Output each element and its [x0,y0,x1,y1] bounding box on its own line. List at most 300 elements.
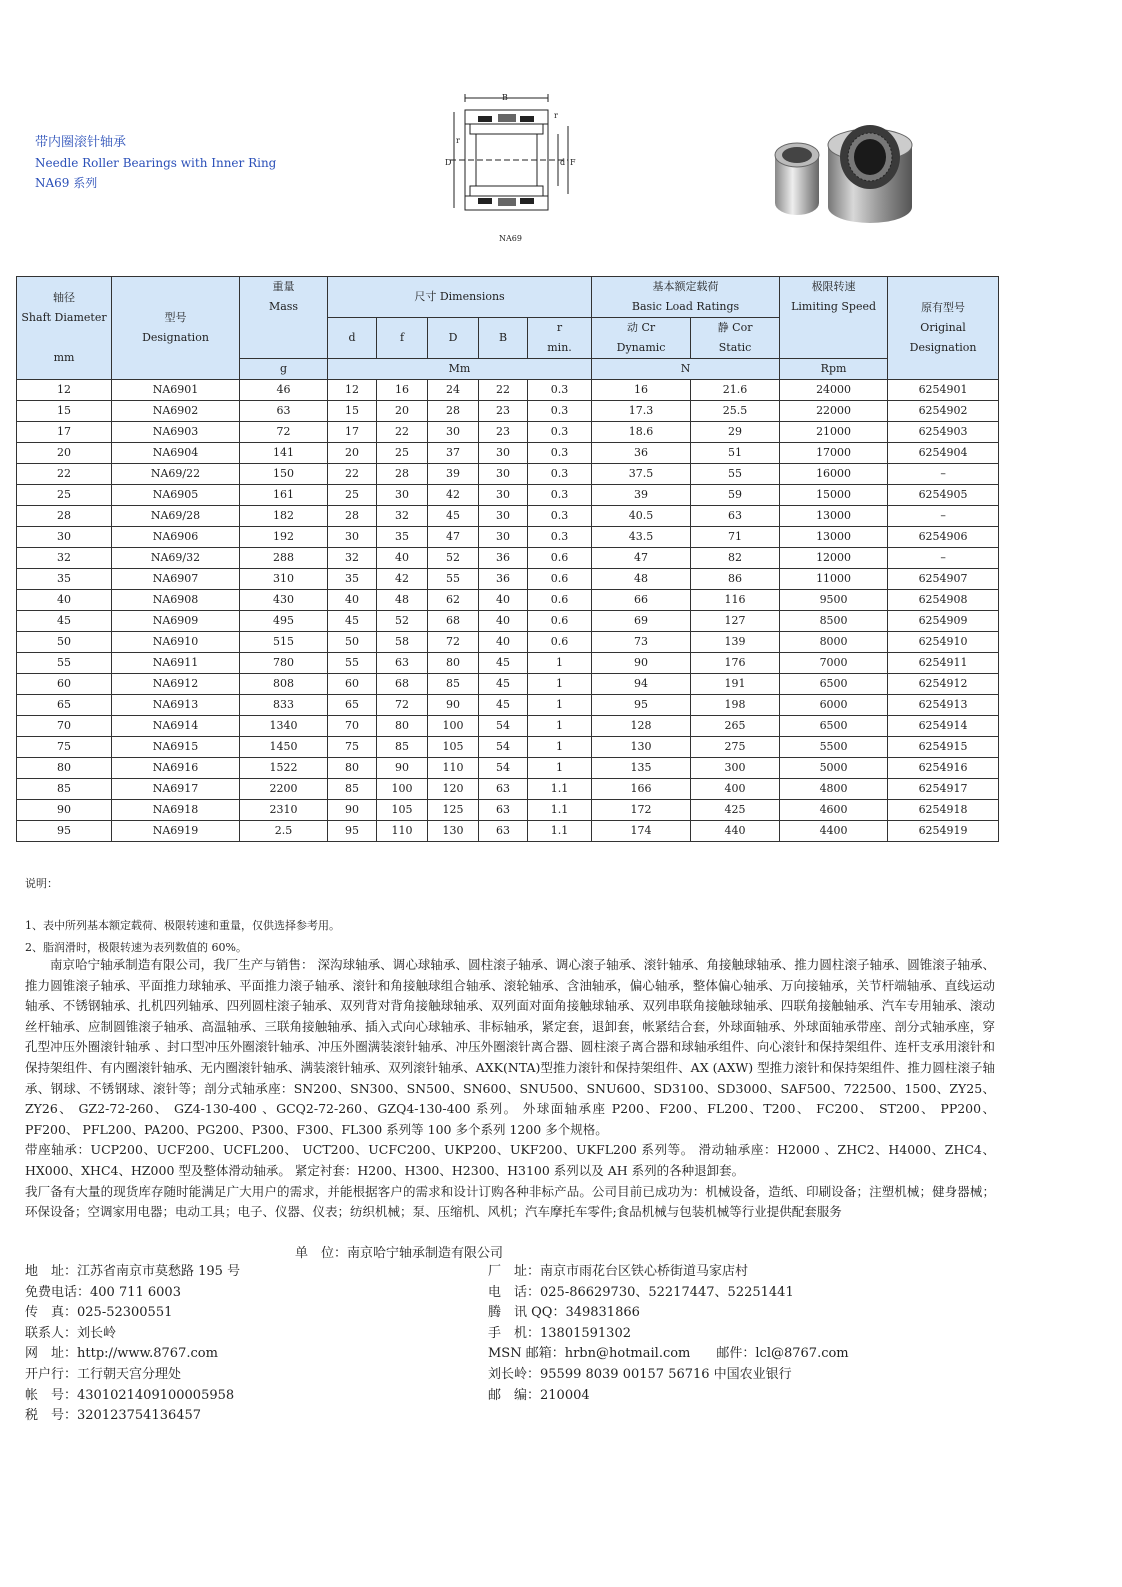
label-f: F [570,158,576,167]
table-row [17,695,999,716]
cell-B: 54 [479,737,528,758]
cell-cr: 36 [592,443,691,464]
cell-d: 15 [328,401,377,422]
cell-B: 54 [479,716,528,737]
cell-mass: 72 [240,422,328,443]
cell-speed: 7000 [780,653,888,674]
cell-shaft: 45 [17,611,112,632]
cell-cor: 400 [691,779,780,800]
cell-mass: 141 [240,443,328,464]
cell-shaft: 80 [17,758,112,779]
cell-shaft: 40 [17,590,112,611]
cell-designation: NA6916 [112,758,240,779]
cell-original: – [888,548,999,569]
contact-right-column [488,1262,849,1406]
header-load-unit: N [592,359,780,380]
cell-cr: 95 [592,695,691,716]
cell-shaft: 65 [17,695,112,716]
cell-D: 24 [428,380,479,401]
cell-speed: 13000 [780,527,888,548]
phone: 电 话：025-86629730、52217447、52251441 [488,1284,794,1300]
cell-D: 55 [428,569,479,590]
cell-D: 42 [428,485,479,506]
cell-B: 22 [479,380,528,401]
cell-cr: 94 [592,674,691,695]
cell-designation: NA69/22 [112,464,240,485]
cell-mass: 430 [240,590,328,611]
bearing-spec-table [16,276,999,842]
cell-original: 6254904 [888,443,999,464]
title-block [35,133,276,193]
cell-cor: 265 [691,716,780,737]
cell-f: 42 [377,569,428,590]
cell-designation: NA6913 [112,695,240,716]
cell-designation: NA6909 [112,611,240,632]
cell-cr: 47 [592,548,691,569]
table-row [17,464,999,485]
fax: 传 真：025-52300551 [25,1305,173,1321]
label-r-outer: r [554,111,558,120]
cell-cor: 127 [691,611,780,632]
header-designation: 型号 Designation [112,277,240,380]
cell-speed: 13000 [780,506,888,527]
cell-f: 30 [377,485,428,506]
title-cn: 带内圈滚针轴承 [35,135,127,150]
cell-shaft: 35 [17,569,112,590]
cell-r: 1.1 [528,821,592,842]
cell-original: 6254915 [888,737,999,758]
cell-shaft: 20 [17,443,112,464]
cell-designation: NA6911 [112,653,240,674]
cell-r: 0.3 [528,527,592,548]
cell-B: 45 [479,674,528,695]
cell-cr: 135 [592,758,691,779]
header-dims-unit: Mm [328,359,592,380]
cell-mass: 1522 [240,758,328,779]
company-paragraph-1: 南京哈宁轴承制造有限公司，我厂生产与销售： 深沟球轴承、调心球轴承、圆柱滚子轴承、调心滚子轴承、滚针轴承、角接触球轴承、推力圆柱滚子轴承、圆锥滚子轴承、推力圆锥滚子轴承、平面推力球轴承、平面推力滚子轴承、滚针和角接触球组合轴承、滚轮轴承、含油轴承，偏心轴承，整体偏心轴承、万向接轴承，关节杆端轴承、直线运动轴承、不锈钢轴承、扎机四列轴承、四列圆柱滚子轴承、双列背对背角接触球轴承、双列面对面角接触球轴承、双列串联角接触球轴承、四联角接触轴承、汽车专用轴承、滚动丝杆轴承、应制圆锥滚子轴承、高温轴承、三联角接触轴承、插入式向心球轴承、非标轴承，紧定套，退卸套，帐紧结合套，外球面轴承、外球面轴承带座、剖分式轴承座，穿孔型冲压外圈滚针轴承 、封口型冲压外圈滚针轴承、冲压外圈满装滚针轴承、冲压外圈滚针离合器、圆柱滚子离合器和球轴承组件、向心滚针和保持架组件、连杆支承用滚针和保持架组件、有内圈滚针轴承、无内圈滚针轴承、满装滚针轴承、双列滚针轴承、AXK(NTA)型推力滚针和保持架组件、AX (AXW) 型推力滚针和保持架组件、推力圆柱滚子轴承、钢球、不锈钢球、滚针等；剖分式轴承座：SN200、SN300、SN500、SN600、SNU500、SNU600、SD3100、SD3000、SAF500、722500、1500、ZY25、 ZY26、 GZ2-72-260、 GZ4-130-400 、GCQ2-72-260、GZQ4-130-400 系列。 外球面轴承座 P200、F200、FL200、T200、 FC200、 ST200、 PP200、 PF200、 PFL200、PA200、PG200、P300、F300、FL300 系列等 100 多个系列 1200 多个规格。 [25,957,995,1137]
cell-d: 22 [328,464,377,485]
cell-shaft: 50 [17,632,112,653]
company-paragraph-3: 我厂备有大量的现货库存随时能满足广大用户的需求，并能根据客户的需求和设计订购各种非标产品。公司目前已成功为：机械设备，造纸、印刷设备；注塑机械；健身器械；环保设备；空调家用电器；电动工具；电子、仪器、仪表；纺织机械；泵、压缩机、风机；汽车摩托车零件;食品机械与包装机械等行业提供配套服务 [25,1183,995,1220]
cell-speed: 5000 [780,758,888,779]
cell-speed: 6000 [780,695,888,716]
cell-D: 45 [428,506,479,527]
cell-cor: 440 [691,821,780,842]
cell-D: 105 [428,737,479,758]
bearing-cross-section-diagram [440,90,590,230]
cell-designation: NA6915 [112,737,240,758]
cell-B: 30 [479,485,528,506]
cell-r: 0.3 [528,506,592,527]
cell-D: 85 [428,674,479,695]
toll-free-phone: 免费电话：400 711 6003 [25,1284,181,1300]
cell-d: 90 [328,800,377,821]
cell-f: 20 [377,401,428,422]
cell-D: 130 [428,821,479,842]
cell-B: 23 [479,422,528,443]
cell-original: 6254908 [888,590,999,611]
cell-D: 47 [428,527,479,548]
contact-left-column [25,1262,240,1427]
cell-shaft: 32 [17,548,112,569]
cell-original: 6254916 [888,758,999,779]
cell-cor: 116 [691,590,780,611]
cell-cor: 71 [691,527,780,548]
cell-designation: NA6910 [112,632,240,653]
cell-r: 0.6 [528,590,592,611]
cell-d: 85 [328,779,377,800]
cell-shaft: 15 [17,401,112,422]
table-row [17,527,999,548]
cell-cr: 90 [592,653,691,674]
cell-cor: 86 [691,569,780,590]
cell-cor: 29 [691,422,780,443]
cell-D: 100 [428,716,479,737]
cell-d: 32 [328,548,377,569]
cell-speed: 15000 [780,485,888,506]
cell-f: 40 [377,548,428,569]
cell-d: 40 [328,590,377,611]
cell-d: 50 [328,632,377,653]
table-row [17,569,999,590]
table-row [17,506,999,527]
cell-designation: NA6908 [112,590,240,611]
cell-r: 0.3 [528,464,592,485]
cell-mass: 2.5 [240,821,328,842]
cell-d: 70 [328,716,377,737]
header-shaft: 轴径 Shaft Diameter mm [17,277,112,380]
cell-cor: 59 [691,485,780,506]
cell-speed: 16000 [780,464,888,485]
cell-B: 23 [479,401,528,422]
cell-cr: 17.3 [592,401,691,422]
cell-mass: 780 [240,653,328,674]
cell-mass: 288 [240,548,328,569]
cell-d: 75 [328,737,377,758]
cell-r: 1 [528,695,592,716]
cell-designation: NA6901 [112,380,240,401]
cell-mass: 46 [240,380,328,401]
notes-heading: 说明： [25,877,58,890]
cell-original: 6254910 [888,632,999,653]
cell-d: 30 [328,527,377,548]
cell-d: 80 [328,758,377,779]
cell-f: 35 [377,527,428,548]
cell-mass: 150 [240,464,328,485]
cell-r: 0.3 [528,422,592,443]
bank-card: 刘长岭：95599 8039 00157 56716 中国农业银行 [488,1366,792,1382]
cell-B: 63 [479,800,528,821]
cell-speed: 9500 [780,590,888,611]
cell-shaft: 17 [17,422,112,443]
cell-f: 72 [377,695,428,716]
cell-d: 95 [328,821,377,842]
cell-cr: 128 [592,716,691,737]
cell-cor: 63 [691,506,780,527]
title-en: Needle Roller Bearings with Inner Ring [35,156,277,170]
cell-mass: 495 [240,611,328,632]
cell-shaft: 90 [17,800,112,821]
cell-f: 80 [377,716,428,737]
cell-B: 40 [479,611,528,632]
cell-cr: 73 [592,632,691,653]
header-speed: 极限转速 Limiting Speed [780,277,888,359]
cell-cor: 139 [691,632,780,653]
cell-cr: 39 [592,485,691,506]
cell-original: 6254914 [888,716,999,737]
cell-f: 68 [377,674,428,695]
cell-cr: 40.5 [592,506,691,527]
cell-D: 68 [428,611,479,632]
cell-original: 6254906 [888,527,999,548]
cell-original: 6254901 [888,380,999,401]
cell-original: – [888,464,999,485]
cell-f: 32 [377,506,428,527]
cell-original: 6254911 [888,653,999,674]
cell-r: 1.1 [528,779,592,800]
cell-D: 72 [428,632,479,653]
mobile: 手 机：13801591302 [488,1325,631,1341]
cell-cor: 21.6 [691,380,780,401]
cell-B: 54 [479,758,528,779]
cell-designation: NA6914 [112,716,240,737]
cell-designation: NA6912 [112,674,240,695]
cell-d: 12 [328,380,377,401]
table-row [17,401,999,422]
cell-designation: NA69/28 [112,506,240,527]
cell-d: 35 [328,569,377,590]
cell-r: 1 [528,653,592,674]
cell-mass: 192 [240,527,328,548]
cell-d: 55 [328,653,377,674]
cell-B: 36 [479,569,528,590]
cell-cr: 16 [592,380,691,401]
cell-B: 40 [479,632,528,653]
cell-cr: 48 [592,569,691,590]
cell-D: 62 [428,590,479,611]
cell-r: 1 [528,758,592,779]
cell-B: 30 [479,506,528,527]
note-2: 2、脂润滑时，极限转速为表列数值的 60%。 [25,941,247,954]
table-row [17,548,999,569]
table-row [17,821,999,842]
cell-cor: 191 [691,674,780,695]
cell-f: 16 [377,380,428,401]
cell-r: 0.3 [528,443,592,464]
cell-D: 28 [428,401,479,422]
cell-cr: 18.6 [592,422,691,443]
cell-original: 6254903 [888,422,999,443]
address: 地 址：江苏省南京市莫愁路 195 号 [25,1264,241,1279]
cell-f: 52 [377,611,428,632]
cell-cor: 425 [691,800,780,821]
cell-mass: 63 [240,401,328,422]
cell-mass: 1450 [240,737,328,758]
cell-cor: 300 [691,758,780,779]
header-D: D [428,318,479,359]
cell-f: 28 [377,464,428,485]
cell-D: 80 [428,653,479,674]
header-speed-unit: Rpm [780,359,888,380]
email: MSN 邮箱：hrbn@hotmail.com 邮件：lcl@8767.com [488,1346,849,1362]
cell-speed: 4400 [780,821,888,842]
cell-speed: 17000 [780,443,888,464]
cell-D: 39 [428,464,479,485]
cell-D: 110 [428,758,479,779]
cell-mass: 182 [240,506,328,527]
cell-speed: 11000 [780,569,888,590]
bearing-photo [770,125,930,225]
cell-original: 6254919 [888,821,999,842]
notes [25,873,340,959]
cell-D: 120 [428,779,479,800]
cell-r: 0.6 [528,548,592,569]
cell-D: 52 [428,548,479,569]
cell-r: 0.3 [528,401,592,422]
cell-designation: NA6917 [112,779,240,800]
cell-f: 90 [377,758,428,779]
table-body [17,380,999,842]
table-row [17,590,999,611]
cell-mass: 833 [240,695,328,716]
cell-cr: 174 [592,821,691,842]
header-load-ratings: 基本额定载荷 Basic Load Ratings [592,277,780,318]
label-d-outer: D [445,158,452,167]
cell-designation: NA6919 [112,821,240,842]
cell-r: 1.1 [528,800,592,821]
cell-shaft: 55 [17,653,112,674]
table-row [17,716,999,737]
header-r: r min. [528,318,592,359]
qq: 腾 讯 QQ：349831866 [488,1305,640,1321]
cell-f: 25 [377,443,428,464]
series-label: NA69 系列 [35,176,98,190]
cell-B: 45 [479,695,528,716]
website: 网 址：http://www.8767.com [25,1346,218,1362]
table-row [17,737,999,758]
cell-original: 6254905 [888,485,999,506]
cell-B: 40 [479,590,528,611]
cell-speed: 4600 [780,800,888,821]
cell-shaft: 28 [17,506,112,527]
cell-f: 58 [377,632,428,653]
cell-B: 45 [479,653,528,674]
cell-f: 85 [377,737,428,758]
cell-shaft: 25 [17,485,112,506]
cell-mass: 161 [240,485,328,506]
note-1: 1、表中所列基本额定载荷、极限转速和重量，仅供选择参考用。 [25,919,340,932]
cell-B: 30 [479,443,528,464]
cell-designation: NA69/32 [112,548,240,569]
cell-speed: 5500 [780,737,888,758]
cell-f: 22 [377,422,428,443]
cell-mass: 2310 [240,800,328,821]
cell-f: 100 [377,779,428,800]
cell-cor: 82 [691,548,780,569]
cell-d: 45 [328,611,377,632]
header-cor: 静 Cor Static [691,318,780,359]
cell-D: 37 [428,443,479,464]
cell-shaft: 95 [17,821,112,842]
header-cr: 动 Cr Dynamic [592,318,691,359]
contact-person: 联系人：刘长岭 [25,1325,117,1341]
postcode: 邮 编：210004 [488,1387,590,1403]
cell-original: – [888,506,999,527]
cell-shaft: 70 [17,716,112,737]
header-dimensions: 尺寸 Dimensions [328,277,592,318]
cell-cr: 69 [592,611,691,632]
cell-shaft: 75 [17,737,112,758]
cell-designation: NA6918 [112,800,240,821]
table-row [17,674,999,695]
table-row [17,611,999,632]
header-mass-unit: g [240,359,328,380]
cell-B: 63 [479,821,528,842]
cell-shaft: 12 [17,380,112,401]
company-description [25,955,995,1223]
cell-r: 0.3 [528,380,592,401]
cell-f: 110 [377,821,428,842]
cell-r: 0.6 [528,569,592,590]
account-number: 帐 号：4301021409100005958 [25,1387,235,1403]
cell-shaft: 30 [17,527,112,548]
cell-original: 6254918 [888,800,999,821]
label-d-inner: d [560,158,566,167]
table-row [17,653,999,674]
cell-shaft: 85 [17,779,112,800]
table-row [17,800,999,821]
cell-D: 90 [428,695,479,716]
cell-cr: 43.5 [592,527,691,548]
cell-cor: 275 [691,737,780,758]
header-B: B [479,318,528,359]
cell-B: 36 [479,548,528,569]
header-f: f [377,318,428,359]
cell-original: 6254912 [888,674,999,695]
cell-D: 30 [428,422,479,443]
cell-cor: 55 [691,464,780,485]
cell-speed: 24000 [780,380,888,401]
cell-original: 6254913 [888,695,999,716]
cell-r: 0.6 [528,611,592,632]
cell-f: 48 [377,590,428,611]
cell-speed: 22000 [780,401,888,422]
header-original: 原有型号 Original Designation [888,277,999,380]
cell-d: 25 [328,485,377,506]
diagram-caption: NA69 [499,234,522,243]
cell-d: 65 [328,695,377,716]
cell-d: 60 [328,674,377,695]
cell-cr: 130 [592,737,691,758]
cell-cr: 37.5 [592,464,691,485]
cell-speed: 8000 [780,632,888,653]
cell-designation: NA6902 [112,401,240,422]
cell-d: 28 [328,506,377,527]
bank: 开户行：工行朝天宫分理处 [25,1366,182,1382]
table-row [17,758,999,779]
cell-mass: 808 [240,674,328,695]
table-row [17,485,999,506]
company-paragraph-2: 带座轴承：UCP200、UCF200、UCFL200、 UCT200、UCFC200、UKP200、UKF200、UKFL200 系列等。 滑动轴承座：H2000 、ZHC2、H4000、ZHC4、HX000、XHC4、HZ000 型及整体滑动轴承。 紧定衬套：H200、H300、H2300、H3100 系列以及 AH 系列的各种退卸套。 [25,1142,995,1178]
cell-r: 1 [528,716,592,737]
cell-cr: 66 [592,590,691,611]
cell-mass: 310 [240,569,328,590]
cell-speed: 6500 [780,674,888,695]
header-d: d [328,318,377,359]
cell-speed: 6500 [780,716,888,737]
cell-mass: 2200 [240,779,328,800]
cell-cor: 176 [691,653,780,674]
